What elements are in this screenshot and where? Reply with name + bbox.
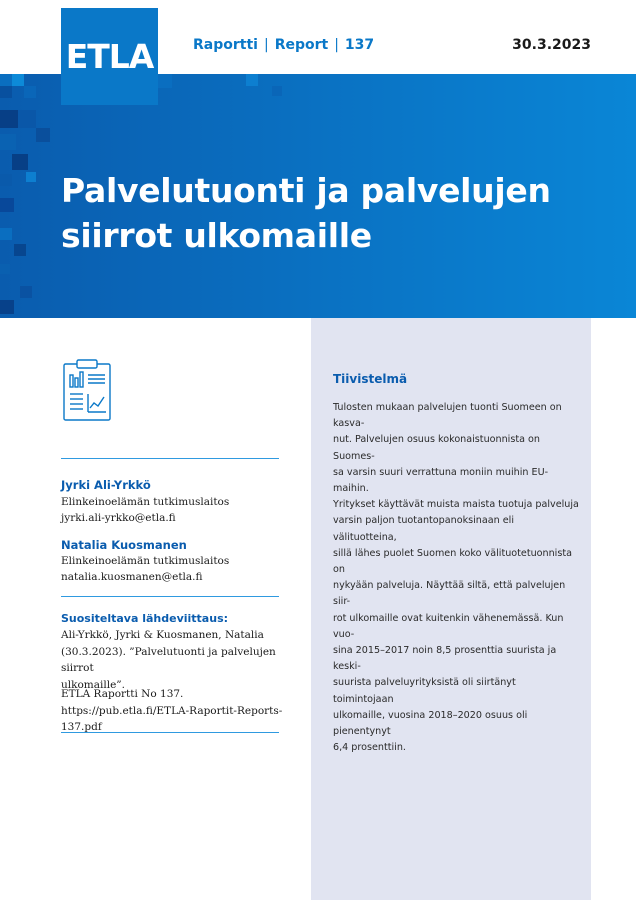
report-line: ETLA Raportti No 137. xyxy=(61,688,184,700)
clipboard-chart-icon xyxy=(61,358,113,422)
citation-heading: Suositeltava lähdeviittaus: xyxy=(61,612,229,625)
abstract-heading: Tiivistelmä xyxy=(333,372,408,386)
report-date: 30.3.2023 xyxy=(512,37,591,53)
banner-square xyxy=(26,172,36,182)
series-report: Report xyxy=(274,37,329,53)
abstract-line: sina 2015–2017 noin 8,5 prosenttia suurista ja keski- xyxy=(333,645,557,673)
abstract-line: suurista palveluyrityksistä oli siirtänyt toimintojaan xyxy=(333,677,516,705)
banner-square xyxy=(246,74,258,86)
report-url[interactable]: https://pub.etla.fi/ETLA-Raportit-Reports-137.pdf xyxy=(61,704,283,733)
banner-square xyxy=(0,86,12,98)
series-separator: | xyxy=(263,37,269,53)
banner-square xyxy=(0,74,12,86)
abstract-line: nykyään palveluja. Näyttää siltä, että palvelujen siir- xyxy=(333,580,566,608)
series-separator: | xyxy=(334,37,339,53)
series-raportti: Raportti xyxy=(193,37,258,53)
author-organization: Elinkeinoelämän tutkimuslaitos xyxy=(61,555,230,567)
divider xyxy=(61,458,279,459)
banner-square xyxy=(12,74,24,86)
etla-logo[interactable]: ETLA xyxy=(61,8,158,105)
abstract-line: nut. Palvelujen osuus kokonaistuonnista on Suomes- xyxy=(333,434,540,462)
banner-square xyxy=(0,228,12,240)
title-line-1: Palvelutuonti ja palvelujen xyxy=(61,171,551,210)
author-name: Natalia Kuosmanen xyxy=(61,538,187,552)
citation-line: Ali-Yrkkö, Jyrki & Kuosmanen, Natalia xyxy=(61,629,264,641)
divider xyxy=(61,732,279,733)
banner-square xyxy=(0,300,14,314)
banner-square xyxy=(0,174,12,186)
citation-line: ulkomaille”. xyxy=(61,678,126,691)
abstract-line: 6,4 prosenttiin. xyxy=(333,742,406,754)
divider xyxy=(61,596,279,597)
author-email[interactable]: natalia.kuosmanen@etla.fi xyxy=(61,571,203,583)
banner-square xyxy=(18,110,36,128)
banner-square xyxy=(158,74,172,88)
banner-square xyxy=(0,198,14,212)
banner-square xyxy=(36,128,50,142)
series-number: 137 xyxy=(344,37,375,53)
author-email[interactable]: jyrki.ali-yrkko@etla.fi xyxy=(61,512,176,524)
abstract-text xyxy=(333,400,579,756)
report-series xyxy=(193,37,374,53)
banner-square xyxy=(12,154,28,170)
banner-square xyxy=(0,134,16,150)
abstract-line: rot ulkomaille ovat kuitenkin vähenemässä. Kun vuo- xyxy=(333,612,564,640)
banner-square xyxy=(272,86,282,96)
banner-square xyxy=(20,286,32,298)
title-line-2: siirrot ulkomaille xyxy=(61,216,372,255)
abstract-line: Yritykset käyttävät muista maista tuotuja palveluja xyxy=(333,499,579,511)
abstract-line: sillä lähes puolet Suomen koko välituotetuonnista on xyxy=(333,547,572,576)
report-reference xyxy=(61,686,301,736)
abstract-line: ulkomaille, vuosina 2018–2020 osuus oli pienentynyt xyxy=(333,709,528,738)
banner-square xyxy=(14,244,26,256)
banner-square xyxy=(0,264,10,274)
author-organization: Elinkeinoelämän tutkimuslaitos xyxy=(61,496,230,508)
abstract-line: sa varsin suuri verrattuna moniin muihin EU-maihin. xyxy=(333,466,549,495)
banner-square xyxy=(24,86,36,98)
citation-line: (30.3.2023). ”Palvelutuonti ja palvelujen siirrot xyxy=(61,645,276,674)
citation-text xyxy=(61,627,283,693)
author-name: Jyrki Ali-Yrkkö xyxy=(61,478,151,492)
report-title xyxy=(61,168,581,258)
banner-square xyxy=(0,110,18,128)
abstract-line: Tulosten mukaan palvelujen tuonti Suomeen on kasva- xyxy=(333,402,562,430)
abstract-line: varsin paljon tuotantopanoksinaan eli välituotteina, xyxy=(333,515,514,543)
